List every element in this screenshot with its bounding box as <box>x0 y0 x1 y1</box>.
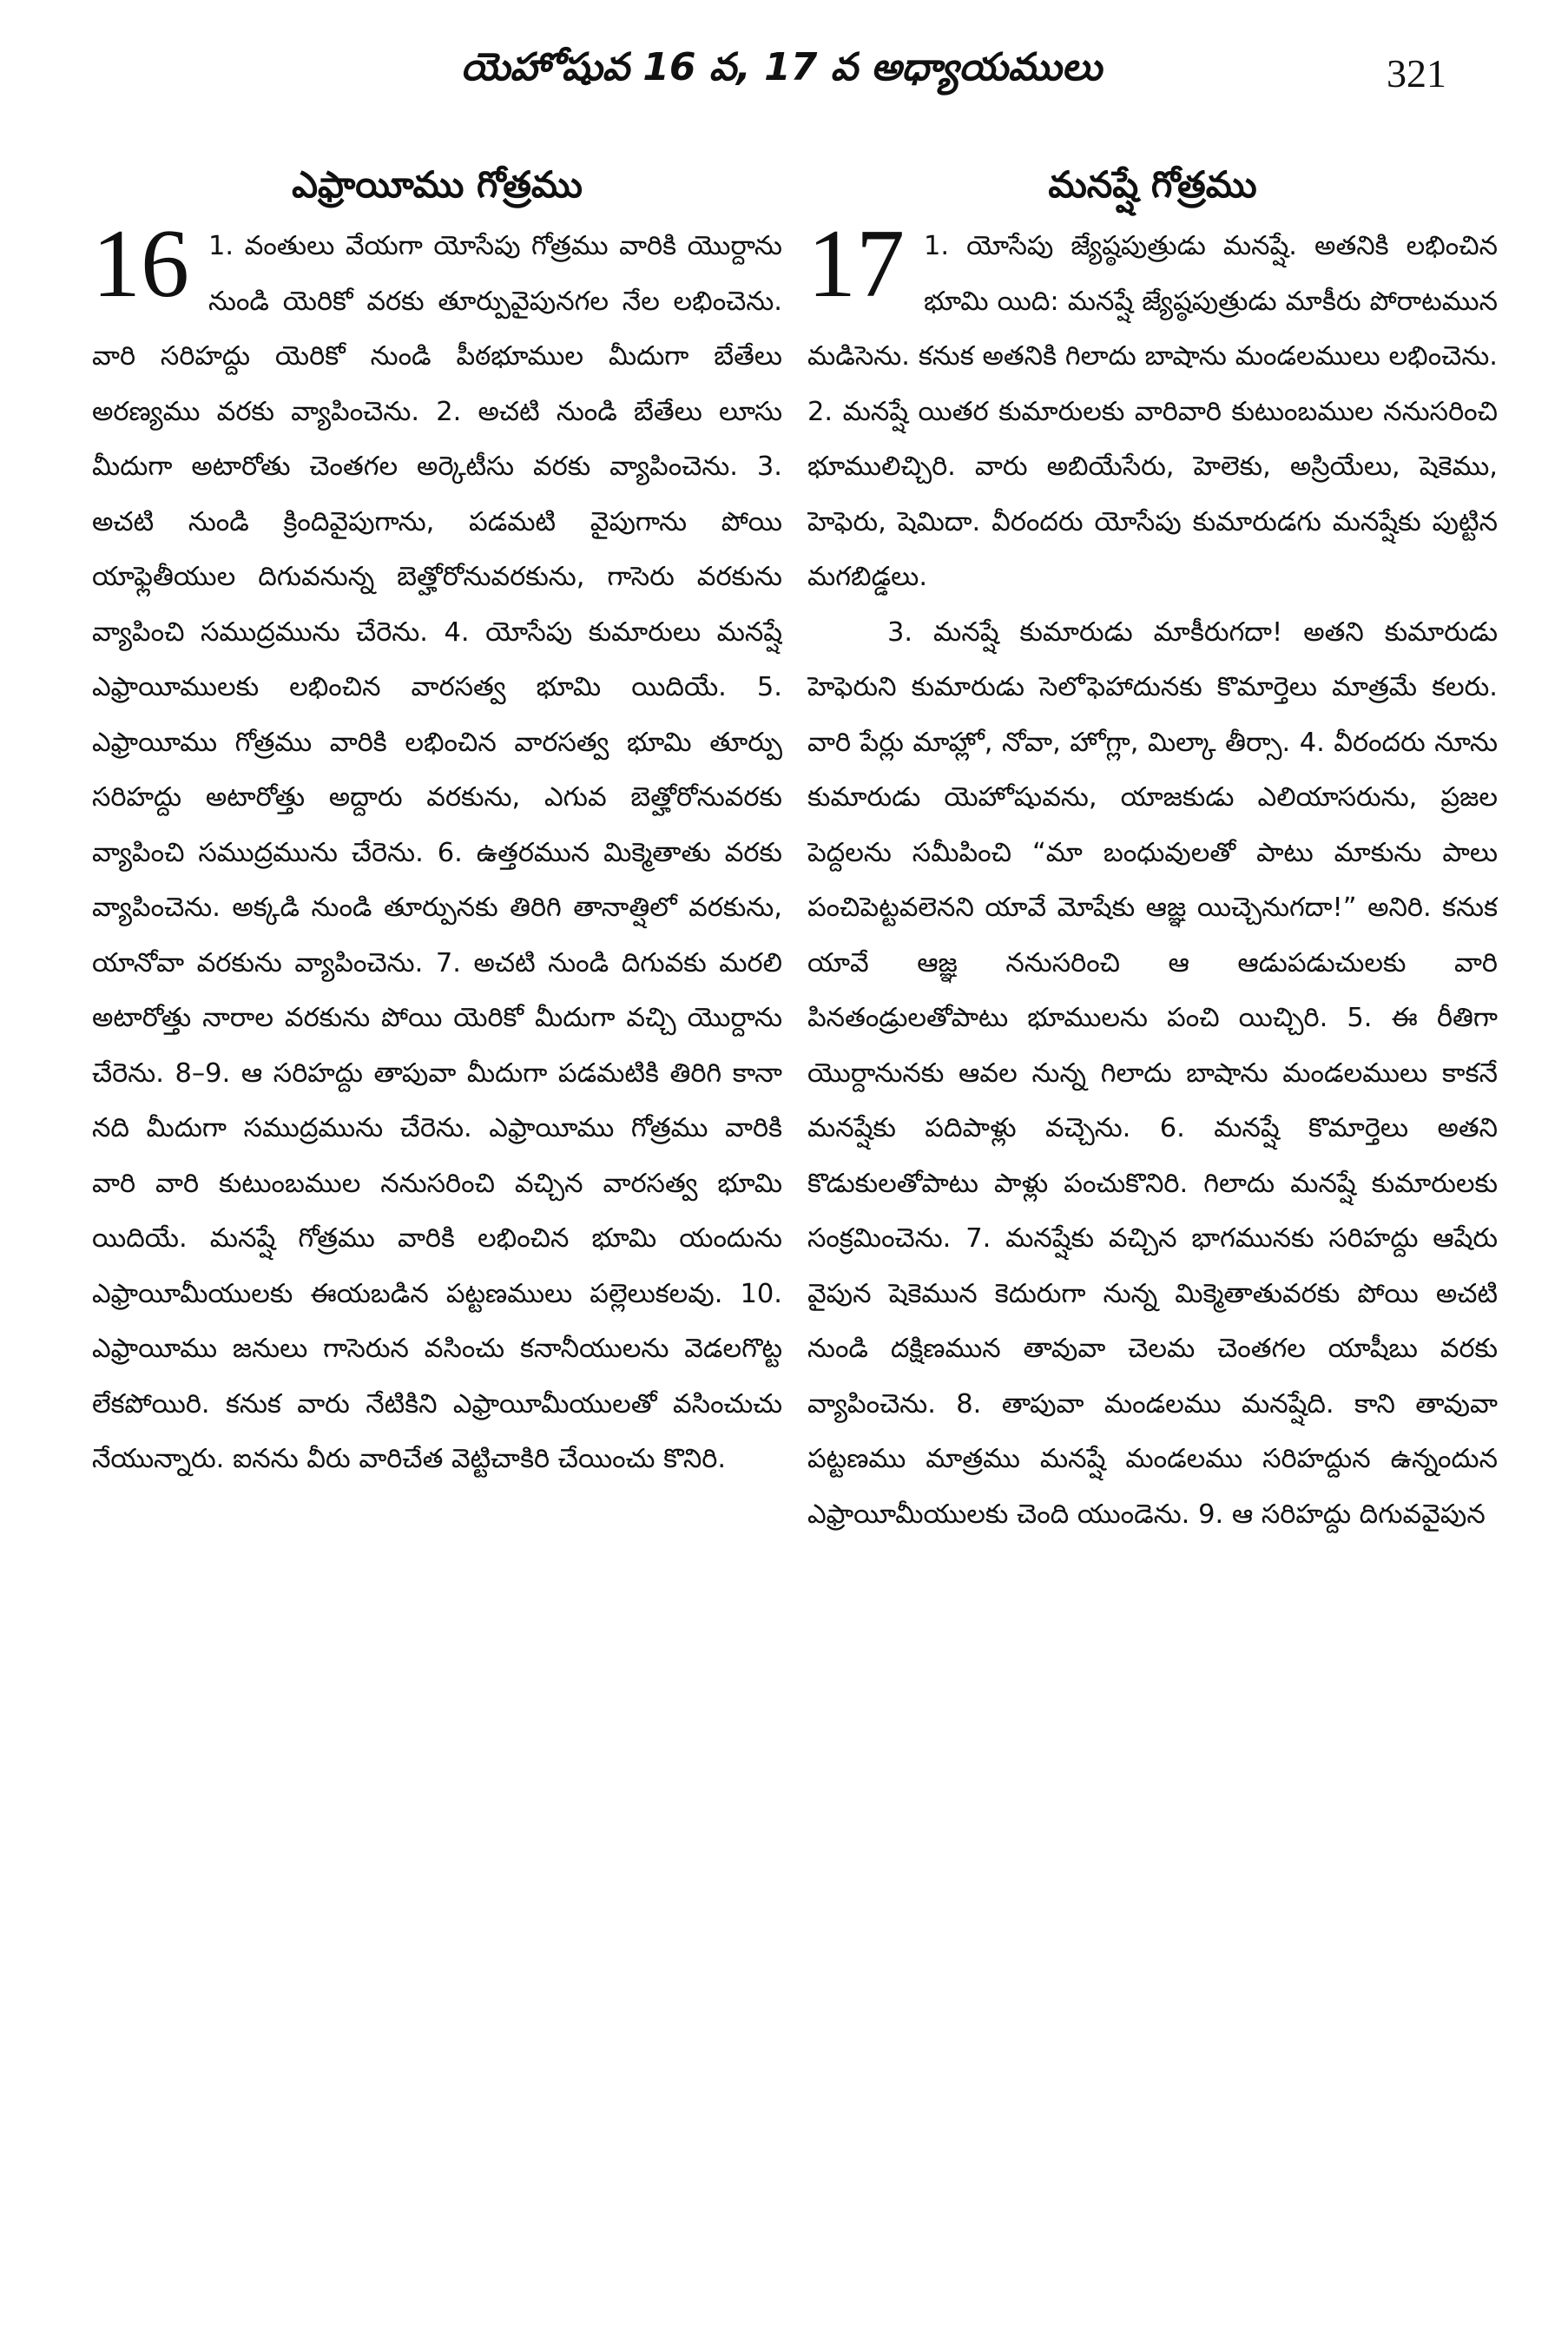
section-heading-ephraim: ఎఫ్రాయీము గోత్రము <box>292 163 583 206</box>
chapter-17-text-2: 3. మనష్షే కుమారుడు మాకీరుగదా! అతని కుమారుడు హెఫెరుని కుమారుడు సెలోఫెహాదునకు కొమార్తెలు మాత్రమే కలరు. వారి పేర్లు మాహ్లో, నోవా, హోగ్లా, మిల్కా తీర్సా. 4. వీరందరు నూను కుమారుడు యెహోషువను, యాజకుడు ఎలియాసరును, ప్రజల పెద్దలను సమీపించి “మా బంధువులతో పాటు మాకును పాలు పంచిపెట్టవలెనని యావే మోషేకు ఆజ్ఞ యిచ్చెనుగదా!” అనిరి. కనుక యావే ఆజ్ఞ ననుసరించి ఆ ఆడుపడుచులకు వారి పినతండ్రులతోపాటు భూములను పంచి యిచ్చిరి. 5. ఈ రీతిగా యొర్దానునకు ఆవల నున్న గిలాదు బాషాను మండలములు కాకనే మనష్షేకు పదిపాళ్లు వచ్చెను. 6. మనష్షే కొమార్తెలు అతని కొడుకులతోపాటు పాళ్లు పంచుకొనిరి. గిలాదు మనష్షే కుమారులకు సంక్రమించెను. 7. మనష్షేకు వచ్చిన భాగమునకు సరిహద్దు ఆషేరు వైపున షెకెమున కెదురుగా నున్న మిక్మెతాతువరకు పోయి అచటి నుండి దక్షిణమున తావువా చెలమ చెంతగల యాషీబు వరకు వ్యాపించెను. 8. తాపువా మండలము మనష్షేది. కాని తావువా పట్టణము మాత్రము మనష్షే మండలము సరిహద్దున ఉన్నందున ఎఫ్రాయీమీయులకు చెంది యుండెను. 9. ఆ సరిహద్దు దిగువవైపున <box>807 616 1498 1530</box>
right-column <box>807 156 1498 2318</box>
chapter-number-17: 17 <box>807 210 905 318</box>
chapter-16-verses: 1. వంతులు వేయగా యోసేపు గోత్రము వారికి యొర్దాను నుండి యెరికో వరకు తూర్పువైపునగల నేల లభించెను. వారి సరిహద్దు యెరికో నుండి పీఠభూముల మీదుగా బేతేలు అరణ్యము వరకు వ్యాపించెను. 2. అచటి నుండి బేతేలు లూసు మీదుగా అటారోతు చెంతగల అర్కెటీసు వరకు వ్యాపించెను. 3. అచటి నుండి క్రిందివైపుగాను, పడమటి వైపుగాను పోయి యాఫ్లెతీయుల దిగువనున్న బెత్హోరోనువరకును, గాసెరు వరకును వ్యాపించి సముద్రమును చేరెను. 4. యోసేపు కుమారులు మనష్షే ఎఫ్రాయీములకు లభించిన వారసత్వ భూమి యిదియే. 5. ఎఫ్రాయీము గోత్రము వారికి లభించిన వారసత్వ భూమి తూర్పు సరిహద్దు అటారోత్తు అద్దారు వరకును, ఎగువ బెత్హోరోనువరకు వ్యాపించి సముద్రమును చేరెను. 6. ఉత్తరమున మిక్మెతాతు వరకు వ్యాపించెను. అక్కడి నుండి తూర్పునకు తిరిగి తానాత్షిలో వరకును, యానోవా వరకును వ్యాపించెను. 7. అచటి నుండి దిగువకు మరలి అటారోత్తు నారాల వరకును పోయి యెరికో మీదుగా వచ్చి యొర్దాను చేరెను. 8–9. ఆ సరిహద్దు తాపువా మీదుగా పడమటికి తిరిగి కానా నది మీదుగా సముద్రమును చేరెను. ఎఫ్రాయీము గోత్రము వారికి వారి వారి కుటుంబముల ననుసరించి వచ్చిన వారసత్వ భూమి యిదియే. మనష్షే గోత్రము వారికి లభించిన భూమి యందును ఎఫ్రాయీమీయులకు ఈయబడిన పట్టణములు పల్లెలుకలవు. 10. ఎఫ్రాయీము జనులు గాసెరున వసించు కనానీయులను వెడలగొట్ట లేకపోయిరి. కనుక వారు నేటికిని ఎఫ్రాయీమీయులతో వసించుచు నేయున్నారు. ఐనను వీరు వారిచేత వెట్టిచాకిరి చేయించు కొనిరి. <box>92 231 782 1474</box>
chapter-16-text <box>92 210 782 1487</box>
chapter-number-16: 16 <box>92 210 189 318</box>
running-title: యెహోషువ 16 వ, 17 వ అధ్యాయములు <box>460 45 1103 89</box>
page-number: 321 <box>1387 51 1446 96</box>
section-heading-manasseh: మనష్షే గోత్రము <box>1048 163 1257 206</box>
left-column <box>92 156 782 2318</box>
chapter-17-verses-1: 1. యోసేపు జ్యేష్ఠపుత్రుడు మనష్షే. అతనికి లభించిన భూమి యిది: మనష్షే జ్యేష్ఠపుత్రుడు మాకీరు పోరాటమున మడిసెను. కనుక అతనికి గిలాదు బాషాను మండలములు లభించెను. 2. మనష్షే యితర కుమారులకు వారివారి కుటుంబముల ననుసరించి భూములిచ్చిరి. వారు అబియేసేరు, హెలెకు, అస్రియేలు, షెకెము, హెఫెరు, షెమిదా. వీరందరు యోసేపు కుమారుడగు మనష్షేకు పుట్టిన మగబిడ్డలు. <box>807 231 1498 592</box>
chapter-17-text-1 <box>807 210 1498 605</box>
